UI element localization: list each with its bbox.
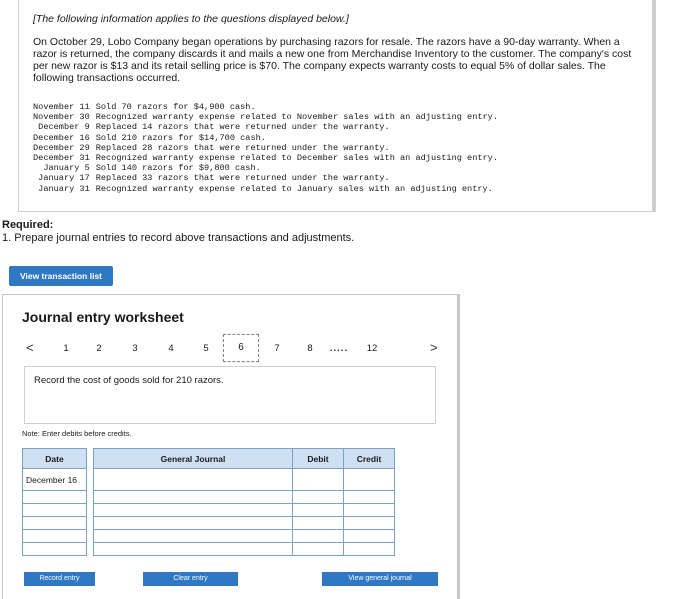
credit-input[interactable] (344, 504, 395, 517)
journal-row (23, 469, 395, 491)
transaction-row (33, 143, 498, 153)
page-3[interactable]: 3 (132, 343, 138, 354)
transaction-row (33, 163, 498, 173)
account-column-header: General Journal (94, 449, 293, 469)
credit-input[interactable] (344, 491, 395, 504)
transaction-text: Replaced 28 razors that were returned under the warranty. (95, 142, 390, 153)
record-entry-button[interactable]: Record entry (24, 572, 95, 586)
account-input[interactable] (94, 504, 293, 517)
transaction-text: Recognized warranty expense related to December sales with an adjusting entry. (95, 153, 498, 164)
debit-input[interactable] (293, 491, 344, 504)
journal-row (23, 530, 395, 543)
debit-input[interactable] (293, 517, 344, 530)
page-5[interactable]: 5 (203, 343, 209, 354)
transaction-date: January 17 (38, 173, 90, 184)
instruction-box (24, 366, 436, 424)
account-input[interactable] (94, 543, 293, 556)
journal-row (23, 504, 395, 517)
transaction-date: December 9 (38, 122, 90, 133)
required-item: 1. Prepare journal entries to record above transactions and adjustments. (2, 232, 355, 244)
date-cell[interactable] (23, 517, 87, 530)
required-heading: Required: (2, 219, 54, 231)
date-cell[interactable] (23, 530, 87, 543)
date-cell[interactable] (23, 543, 87, 556)
transaction-date: November 30 (33, 112, 90, 123)
transaction-row (33, 173, 498, 183)
date-cell: December 16 (23, 469, 87, 491)
instruction-text: Record the cost of goods sold for 210 razors. (34, 375, 224, 386)
account-input[interactable] (94, 491, 293, 504)
debit-input[interactable] (293, 469, 344, 491)
intro-text: [The following information applies to the questions displayed below.] (33, 13, 349, 25)
date-column-header: Date (23, 449, 87, 469)
transaction-text: Recognized warranty expense related to January sales with an adjusting entry. (95, 183, 493, 194)
credit-column-header: Credit (344, 449, 395, 469)
journal-row (23, 517, 395, 530)
debit-input[interactable] (293, 530, 344, 543)
view-general-journal-button[interactable]: View general journal (322, 572, 438, 586)
date-cell[interactable] (23, 491, 87, 504)
page-4[interactable]: 4 (168, 343, 174, 354)
credit-input[interactable] (344, 517, 395, 530)
credit-input[interactable] (344, 543, 395, 556)
clear-entry-button[interactable]: Clear entry (143, 572, 238, 586)
required-section (2, 219, 354, 245)
date-cell[interactable] (23, 504, 87, 517)
debit-input[interactable] (293, 504, 344, 517)
page-6-current[interactable]: 6 (223, 334, 259, 362)
journal-row (23, 491, 395, 504)
transaction-text: Sold 140 razors for $9,800 cash. (95, 163, 261, 174)
debit-input[interactable] (293, 543, 344, 556)
journal-table (22, 448, 395, 556)
transaction-text: Sold 70 razors for $4,900 cash. (95, 102, 256, 112)
transactions-table (33, 102, 498, 194)
prev-page-arrow-icon[interactable]: < (26, 340, 34, 355)
worksheet-title: Journal entry worksheet (22, 309, 184, 325)
journal-row (23, 543, 395, 556)
transaction-text: Recognized warranty expense related to November sales with an adjusting entry. (95, 112, 498, 123)
page-8[interactable]: 8 (307, 343, 313, 354)
page-12[interactable]: 12 (366, 343, 378, 354)
account-input[interactable] (94, 530, 293, 543)
transaction-date: November 11 (33, 102, 90, 112)
info-panel (18, 0, 656, 212)
transaction-text: Replaced 33 razors that were returned under the warranty. (95, 173, 390, 184)
transaction-date: December 31 (33, 153, 90, 164)
transaction-text: Replaced 14 razors that were returned under the warranty. (95, 122, 390, 133)
transaction-row (33, 112, 498, 122)
credit-input[interactable] (344, 530, 395, 543)
credit-input[interactable] (344, 469, 395, 491)
transaction-row (33, 133, 498, 143)
debit-column-header: Debit (293, 449, 344, 469)
transaction-row (33, 184, 498, 194)
page-2[interactable]: 2 (96, 343, 102, 354)
next-page-arrow-icon[interactable]: > (430, 340, 438, 355)
account-input[interactable] (94, 517, 293, 530)
transaction-row (33, 122, 498, 132)
note-text: Note: Enter debits before credits. (22, 429, 132, 438)
transaction-date: January 31 (38, 183, 90, 194)
transaction-date: December 16 (33, 132, 90, 143)
page-1[interactable]: 1 (63, 343, 69, 354)
page-ellipsis: ..... (329, 343, 349, 354)
account-input[interactable] (94, 469, 293, 491)
problem-paragraph: On October 29, Lobo Company began operations by purchasing razors for resale. The razors have a 90-day warranty. When a razor is returned, the company discards it and mails a new one from Merchandise Inventory to the customer. The company's cost per new razor is $13 and its retail selling price is $70. The company expects warranty costs to equal 5% of dollar sales. The following transactions occurred. (33, 36, 632, 84)
view-transaction-list-button[interactable]: View transaction list (9, 266, 113, 286)
transaction-row (33, 102, 498, 112)
transaction-text: Sold 210 razors for $14,700 cash. (95, 132, 266, 143)
transaction-date: January 5 (43, 163, 90, 174)
transaction-row (33, 153, 498, 163)
page-7[interactable]: 7 (274, 343, 280, 354)
transaction-date: December 29 (33, 142, 90, 153)
